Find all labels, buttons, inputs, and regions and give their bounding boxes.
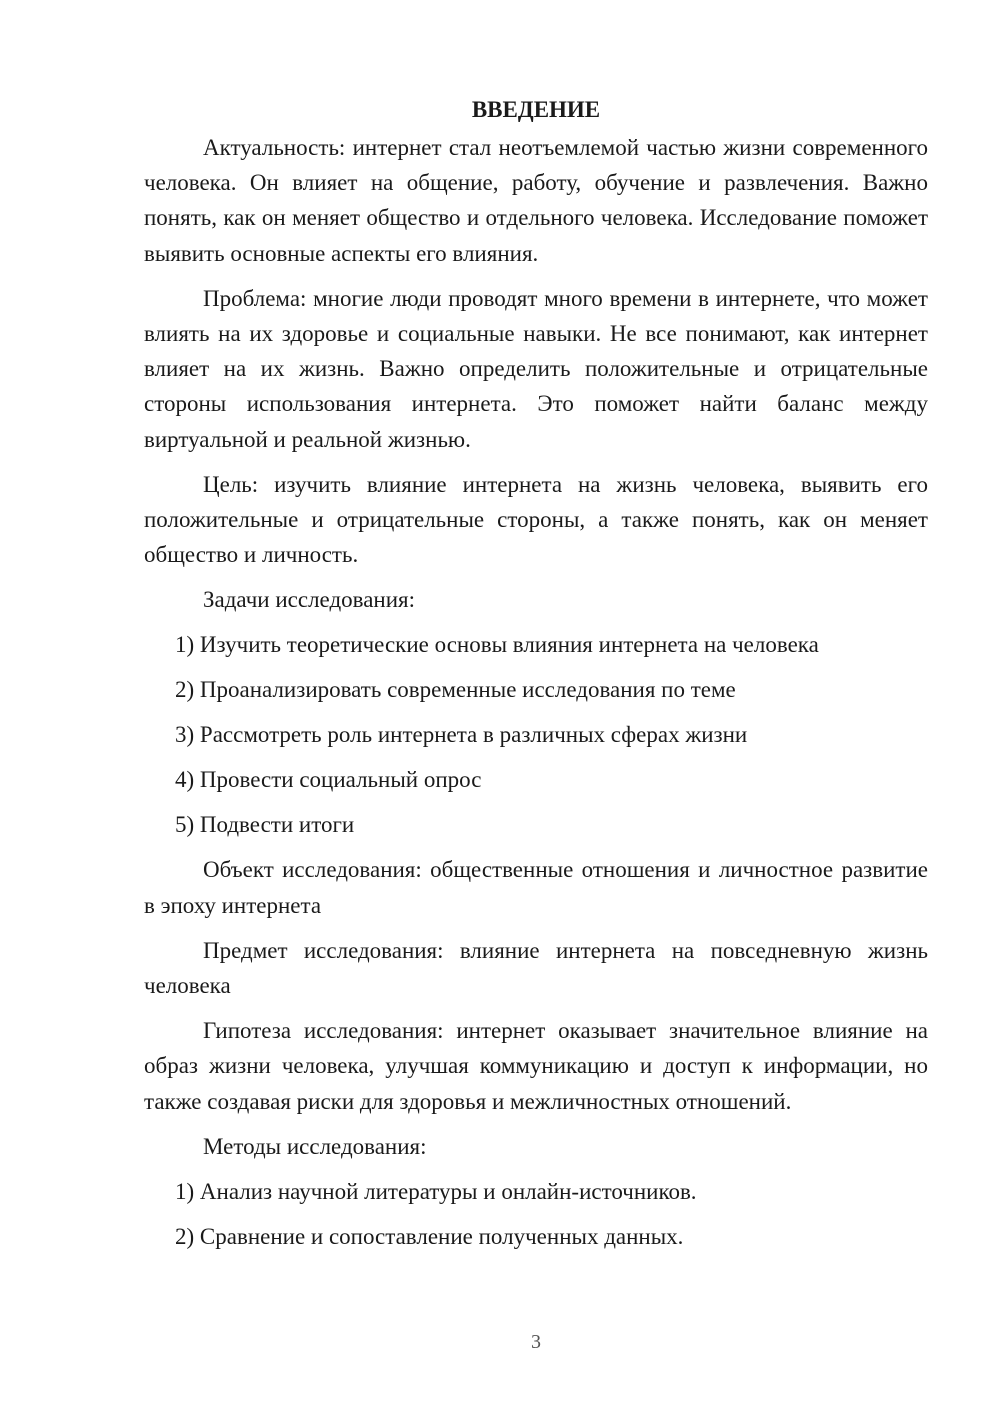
- relevance-paragraph: Актуальность: интернет стал неотъемлемой частью жизни современного человека. Он влияет на общение, работу, обучение и развлечения. Важно понять, как он меняет общество и отдельного человека. Исследование поможет выявить основные аспекты его влияния.: [144, 135, 928, 266]
- goal-paragraph: Цель: изучить влияние интернета на жизнь человека, выявить его положительные и отрицательные стороны, а также понять, как он меняет общество и личность.: [144, 471, 928, 568]
- subject-paragraph: Предмет исследования: влияние интернета на повседневную жизнь человека: [144, 937, 928, 999]
- list-item: 2) Проанализировать современные исследования по теме: [175, 677, 736, 703]
- list-item: 4) Провести социальный опрос: [175, 767, 482, 793]
- tasks-heading: Задачи исследования:: [203, 587, 416, 613]
- document-page: [144, 92, 928, 1264]
- list-item: 1) Анализ научной литературы и онлайн-источников.: [175, 1178, 697, 1204]
- page-number: 3: [531, 1331, 541, 1353]
- methods-list: [144, 1174, 928, 1254]
- object-paragraph: Объект исследования: общественные отношения и личностное развитие в эпоху интернета: [144, 857, 928, 918]
- list-item: 3) Рассмотреть роль интернета в различных сферах жизни: [175, 722, 748, 748]
- hypothesis-paragraph: Гипотеза исследования: интернет оказывает значительное влияние на образ жизни человека, улучшая коммуникацию и доступ к информации, но также создавая риски для здоровья и межличностных отношений.: [144, 1018, 928, 1114]
- tasks-list: [144, 627, 928, 842]
- methods-heading: Методы исследования:: [203, 1133, 427, 1159]
- list-item: 2) Сравнение и сопоставление полученных данных.: [175, 1223, 684, 1249]
- page-title: ВВЕДЕНИЕ: [471, 97, 601, 122]
- list-item: 1) Изучить теоретические основы влияния интернета на человека: [175, 632, 819, 658]
- list-item: 5) Подвести итоги: [175, 812, 355, 838]
- problem-paragraph: Проблема: многие люди проводят много времени в интернете, что может влиять на их здоровье и социальные навыки. Не все понимают, как интернет влияет на их жизнь. Важно определить положительные и отрицательные стороны использования интернета. Это поможет найти баланс между виртуальной и реальной жизнью.: [144, 285, 928, 452]
